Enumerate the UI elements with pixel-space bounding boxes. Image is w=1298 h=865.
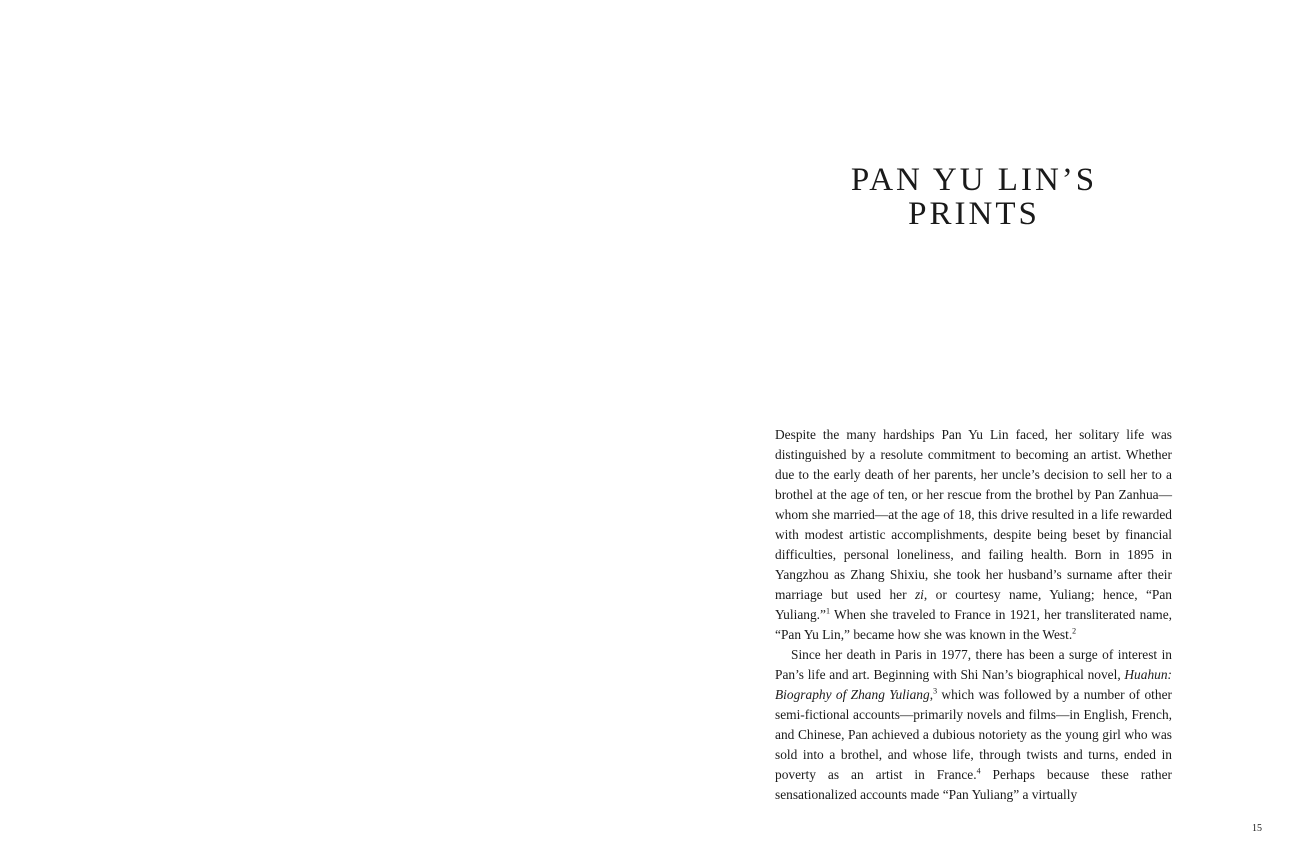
page-number: 15 (1252, 823, 1262, 834)
chapter-title-line-2: PRINTS (908, 196, 1040, 232)
paragraph-2 (775, 645, 1172, 805)
paragraph-1-text-b: , or courtesy name, Yuliang; hence, “Pan Yuliang.” (775, 587, 1172, 622)
chapter-title (775, 163, 1173, 231)
footnote-ref-2: 2 (1072, 626, 1077, 636)
paragraph-1-text-a: Despite the many hardships Pan Yu Lin faced, her solitary life was distinguished by a resolute commitment to becoming an artist. Whether due to the early death of her parents, her uncle’s decision to sell her to a brothel at the age of ten, or her rescue from the brothel by Pan Zanhua—whom she married—at the age of 18, this drive resulted in a life rewarded with modest artistic accomplishments, despite being beset by financial difficulties, personal loneliness, and failing health. Born in 1895 in Yangzhou as Zhang Shixiu, she took her husband’s surname after their marriage but used her (775, 427, 1172, 602)
footnote-ref-1: 1 (825, 606, 830, 616)
paragraph-2-text-a: Since her death in Paris in 1977, there has been a surge of interest in Pan’s life and art. Beginning with Shi Nan’s biographical novel, (775, 647, 1172, 682)
footnote-ref-4: 4 (976, 766, 981, 776)
paragraph-1 (775, 425, 1172, 645)
paragraph-2-text-b: which was followed by a number of other semi-fictional accounts—primarily novels and films—in English, French, and Chinese, Pan achieved a dubious notoriety as the young girl who was sold into a brothel, and whose life, through twists and turns, ended in poverty as an artist in France. (775, 687, 1172, 782)
paragraph-1-text-c: When she traveled to France in 1921, her transliterated name, “Pan Yu Lin,” became how she was known in the West. (775, 607, 1172, 642)
term-zi: zi (914, 587, 924, 602)
paragraph-2-comma: , (929, 687, 934, 702)
body-text (775, 425, 1172, 805)
footnote-ref-3: 3 (933, 686, 938, 696)
chapter-title-line-1: PAN YU LIN’S (850, 162, 1098, 198)
paragraph-2-text-c: Perhaps because these rather sensationalized accounts made “Pan Yuliang” a virtually (775, 767, 1173, 802)
book-title: Huahun: Biography of Zhang Yuliang (775, 667, 1172, 702)
